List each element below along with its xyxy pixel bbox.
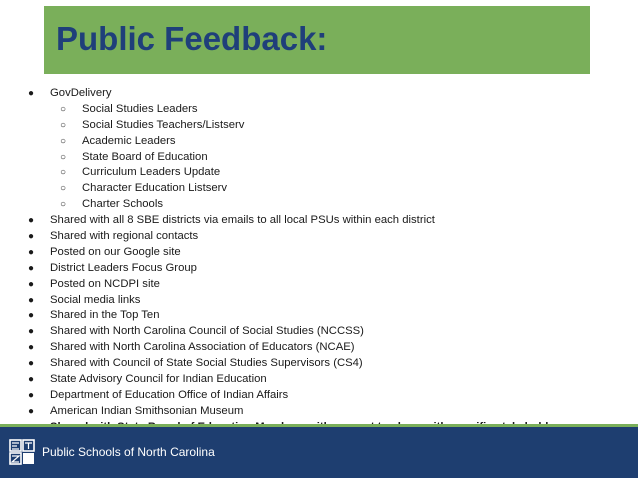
bullet-text: Shared with all 8 SBE districts via emails to all local PSUs within each district <box>50 214 435 227</box>
sub-bullet-item <box>0 150 638 166</box>
bullet-list <box>0 86 638 436</box>
bullet-marker: ● <box>28 215 35 227</box>
sub-bullet-item <box>0 181 638 197</box>
bullet-item <box>0 404 638 420</box>
bullet-marker: ● <box>28 231 35 243</box>
sub-bullet-marker: ○ <box>60 151 67 163</box>
bullet-text: Character Education Listserv <box>82 182 228 195</box>
bullet-marker: ● <box>28 310 35 322</box>
bullet-marker: ● <box>28 278 35 290</box>
bullet-text: State Advisory Council for Indian Education <box>50 373 267 386</box>
bullet-text: Shared with regional contacts <box>50 230 199 243</box>
bullet-text: Shared in the Top Ten <box>50 309 160 322</box>
bullet-text: Posted on NCDPI site <box>50 277 160 290</box>
bullet-marker: ● <box>28 389 35 401</box>
bullet-text: Shared with North Carolina Council of Social Studies (NCCSS) <box>50 325 364 338</box>
sub-bullet-marker: ○ <box>60 199 67 211</box>
bullet-text: Posted on our Google site <box>50 245 181 258</box>
bullet-text: District Leaders Focus Group <box>50 261 197 274</box>
bullet-marker: ● <box>28 262 35 274</box>
bullet-item <box>0 340 638 356</box>
sub-bullet-item <box>0 118 638 134</box>
bullet-marker: ● <box>28 405 35 417</box>
bullet-text: State Board of Education <box>82 150 208 163</box>
bullet-item <box>0 324 638 340</box>
sub-bullet-item <box>0 197 638 213</box>
footer-org-name: Public Schools of North Carolina <box>42 445 215 459</box>
bullet-item <box>0 261 638 277</box>
bullet-text: Charter Schools <box>82 198 163 211</box>
footer-bar <box>0 427 638 478</box>
bullet-item <box>0 213 638 229</box>
ncpublic-schools-logo-icon <box>9 439 35 465</box>
bullet-text: Academic Leaders <box>82 134 176 147</box>
sub-bullet-item <box>0 102 638 118</box>
sub-bullet-item <box>0 165 638 181</box>
bullet-text: GovDelivery <box>50 87 112 99</box>
bullet-item <box>0 86 638 102</box>
bullet-text: Shared with North Carolina Association of Educators (NCAE) <box>50 341 355 354</box>
bullet-item <box>0 372 638 388</box>
sub-bullet-item <box>0 134 638 150</box>
bullet-item <box>0 229 638 245</box>
bullet-item <box>0 356 638 372</box>
bullet-marker: ● <box>28 88 35 99</box>
bullet-marker: ● <box>28 374 35 386</box>
sub-bullet-marker: ○ <box>60 167 67 179</box>
bullet-text: Social media links <box>50 293 141 306</box>
bullet-marker: ● <box>28 294 35 306</box>
bullet-item <box>0 245 638 261</box>
bullet-text: American Indian Smithsonian Museum <box>50 404 244 417</box>
sub-bullet-marker: ○ <box>60 103 67 115</box>
slide-title: Public Feedback: <box>56 20 328 57</box>
bullet-marker: ● <box>28 326 35 338</box>
bullet-marker: ● <box>28 358 35 370</box>
bullet-item <box>0 277 638 293</box>
bullet-marker: ● <box>28 342 35 354</box>
bullet-item <box>0 308 638 324</box>
bullet-item <box>0 293 638 309</box>
sub-bullet-marker: ○ <box>60 135 67 147</box>
bullet-text: Social Studies Teachers/Listserv <box>82 118 245 131</box>
bullet-text: Shared with Council of State Social Studies Supervisors (CS4) <box>50 357 363 370</box>
bullet-item <box>0 388 638 404</box>
bullet-text: Curriculum Leaders Update <box>82 166 221 179</box>
bullet-text: Department of Education Office of Indian Affairs <box>50 388 289 401</box>
bullet-text: Social Studies Leaders <box>82 102 198 115</box>
sub-bullet-marker: ○ <box>60 119 67 131</box>
bullet-marker: ● <box>28 246 35 258</box>
sub-bullet-marker: ○ <box>60 183 67 195</box>
title-banner <box>44 6 590 74</box>
